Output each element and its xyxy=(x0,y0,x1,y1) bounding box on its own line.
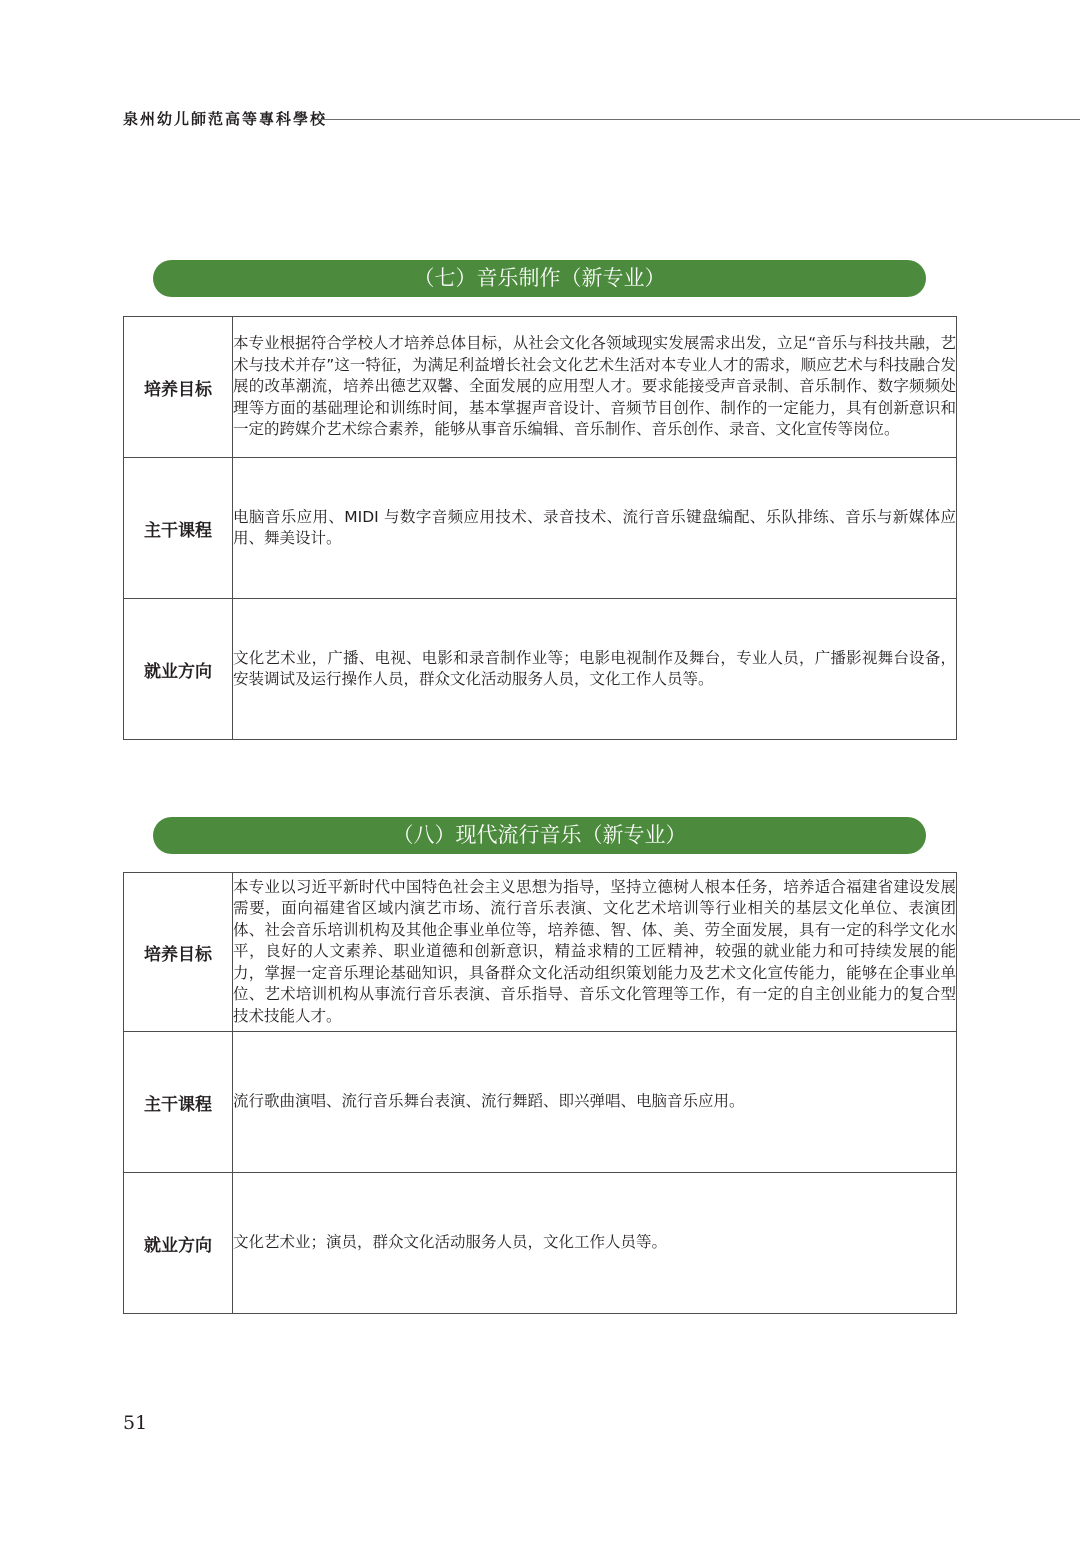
running-header xyxy=(123,108,1080,132)
major-table-modern-pop-music xyxy=(123,872,957,1314)
row-content-core-courses: 流行歌曲演唱、流行音乐舞台表演、流行舞蹈、即兴弹唱、电脑音乐应用。 xyxy=(233,1032,957,1173)
table-row xyxy=(124,599,957,740)
table-row xyxy=(124,1173,957,1314)
table-row xyxy=(124,458,957,599)
row-label-training-goal: 培养目标 xyxy=(124,873,233,1032)
row-label-core-courses: 主干课程 xyxy=(124,1032,233,1173)
row-content-core-courses: 电脑音乐应用、MIDI 与数字音频应用技术、录音技术、流行音乐键盘编配、乐队排练、音乐与新媒体应用、舞美设计。 xyxy=(233,458,957,599)
section-title-music-production: （七）音乐制作（新专业） xyxy=(153,260,926,297)
row-content-training-goal: 本专业根据符合学校人才培养总体目标，从社会文化各领域现实发展需求出发，立足“音乐与科技共融，艺术与技术并存”这一特征，为满足利益增长社会文化艺术生活对本专业人才的需求，顺应艺术与科技融合发展的改革潮流，培养出德艺双馨、全面发展的应用型人才。要求能接受声音录制、音乐制作、数字频频处理等方面的基础理论和训练时间，基本掌握声音设计、音频节目创作、制作的一定能力，具有创新意识和一定的跨媒介艺术综合素养，能够从事音乐编辑、音乐制作、音乐创作、录音、文化宣传等岗位。 xyxy=(233,317,957,458)
row-content-career: 文化艺术业；演员，群众文化活动服务人员，文化工作人员等。 xyxy=(233,1173,957,1314)
row-label-career: 就业方向 xyxy=(124,1173,233,1314)
row-label-core-courses: 主干课程 xyxy=(124,458,233,599)
page-number: 51 xyxy=(123,1412,148,1434)
section-title-modern-pop-music: （八）现代流行音乐（新专业） xyxy=(153,817,926,854)
row-content-career: 文化艺术业，广播、电视、电影和录音制作业等；电影电视制作及舞台，专业人员，广播影视舞台设备，安装调试及运行操作人员，群众文化活动服务人员，文化工作人员等。 xyxy=(233,599,957,740)
table-row xyxy=(124,873,957,1032)
header-divider xyxy=(317,119,1080,120)
row-content-training-goal: 本专业以习近平新时代中国特色社会主义思想为指导，坚持立德树人根本任务，培养适合福建省建设发展需要，面向福建省区域内演艺市场、流行音乐表演、文化艺术培训等行业相关的基层文化单位、表演团体、社会音乐培训机构及其他企事业单位等，培养德、智、体、美、劳全面发展，具有一定的科学文化水平，良好的人文素养、职业道德和创新意识，精益求精的工匠精神，较强的就业能力和可持续发展的能力，掌握一定音乐理论基础知识，具备群众文化活动组织策划能力及艺术文化宣传能力，能够在企事业单位、艺术培训机构从事流行音乐表演、音乐指导、音乐文化管理等工作，有一定的自主创业能力的复合型技术技能人才。 xyxy=(233,873,957,1032)
table-row xyxy=(124,1032,957,1173)
row-label-career: 就业方向 xyxy=(124,599,233,740)
table-row xyxy=(124,317,957,458)
school-name: 泉州幼儿師范高等專科學校 xyxy=(123,110,328,128)
major-table-music-production xyxy=(123,316,957,740)
row-label-training-goal: 培养目标 xyxy=(124,317,233,458)
